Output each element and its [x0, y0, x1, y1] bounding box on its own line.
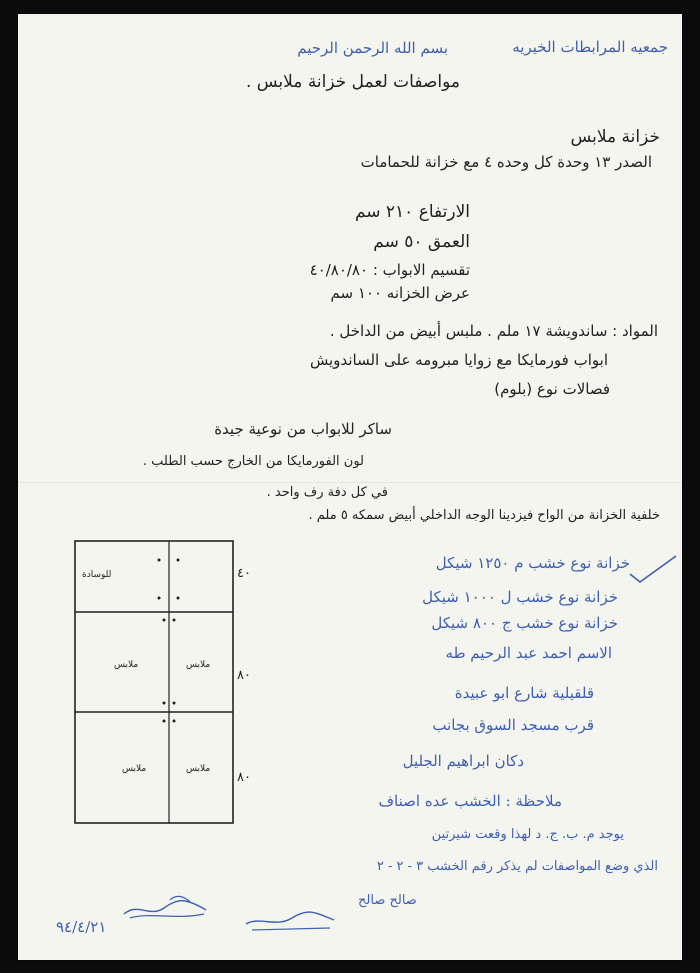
materials-line-6: في كل دفة رف واحد .	[266, 485, 388, 500]
signature-mark	[240, 902, 340, 936]
cell-label-clothes: ملابس	[122, 764, 147, 774]
cell-label-pillow: للوسادة	[82, 570, 112, 580]
materials-line-5: لون الفورمايكا من الخارج حسب الطلب .	[142, 454, 364, 469]
note-line-1: ملاحظة : الخشب عده اصناف	[378, 792, 562, 810]
signature-mark	[120, 890, 210, 924]
dimension-label: ٨٠	[237, 668, 251, 683]
materials-line-7: خلفية الخزانة من الواح فيزدينا الوجه الداخلي أبيض سمكه ٥ ملم .	[308, 508, 660, 523]
address-line-2: قرب مسجد السوق بجانب	[432, 716, 594, 734]
organization-name: جمعيه المرابطات الخيريه	[512, 38, 668, 56]
signer-name: صالح صالح	[358, 893, 417, 908]
cell-label-clothes: ملابس	[186, 660, 211, 670]
document-page	[18, 14, 682, 960]
document-date: ٩٤/٤/٢١	[56, 918, 107, 936]
basmala: بسم الله الرحمن الرحيم	[297, 39, 448, 57]
materials-line-3: فصالات نوع (بلوم)	[494, 380, 610, 398]
spec-width: عرض الخزانه ١٠٠ سم	[330, 284, 470, 302]
dimension-label: ٤٠	[237, 566, 251, 581]
dimension-label: ٨٠	[237, 770, 251, 785]
address-line-1: قلقيلية شارع ابو عبيدة	[454, 684, 594, 702]
quote-wood-m: خزانة نوع خشب م ١٢٥٠ شيكل	[435, 554, 630, 572]
seller-name: الاسم احمد عبد الرحيم طه	[445, 644, 612, 662]
wardrobe-diagram	[74, 540, 234, 824]
wardrobe-grid	[74, 540, 234, 824]
note-line-2: يوجد م. ب. ج. د لهذا وقعت شيرتين	[431, 827, 624, 842]
address-line-3: دكان ابراهيم الجليل	[402, 752, 524, 770]
materials-line-4: ساكر للابواب من نوعية جيدة	[214, 420, 392, 438]
document-title: مواصفات لعمل خزانة ملابس .	[245, 72, 460, 92]
fold-line	[18, 482, 682, 483]
spec-units: الصدر ١٣ وحدة كل وحده ٤ مع خزانة للحمامات	[360, 153, 652, 171]
materials-line-1: المواد : ساندويشة ١٧ ملم . ملبس أبيض من الداخل .	[329, 322, 658, 340]
quote-wood-j: خزانة نوع خشب ج ٨٠٠ شيكل	[431, 614, 618, 632]
spec-wardrobe: خزانة ملابس	[570, 127, 660, 147]
note-line-3: الذي وضع المواصفات لم يذكر رقم الخشب ٣ - ٢ - ٢	[376, 859, 658, 874]
quote-wood-l: خزانة نوع خشب ل ١٠٠٠ شيكل	[422, 588, 618, 606]
spec-depth: العمق ٥٠ سم	[373, 232, 470, 252]
spec-height: الارتفاع ٢١٠ سم	[354, 202, 470, 222]
check-mark-icon	[628, 552, 678, 586]
cell-label-clothes: ملابس	[114, 660, 139, 670]
materials-line-2: ابواب فورمايكا مع زوايا مبرومه على الساندويش	[309, 351, 608, 369]
cell-label-clothes: ملابس	[186, 764, 211, 774]
spec-doors: تقسيم الابواب : ٤٠/٨٠/٨٠	[309, 261, 470, 279]
